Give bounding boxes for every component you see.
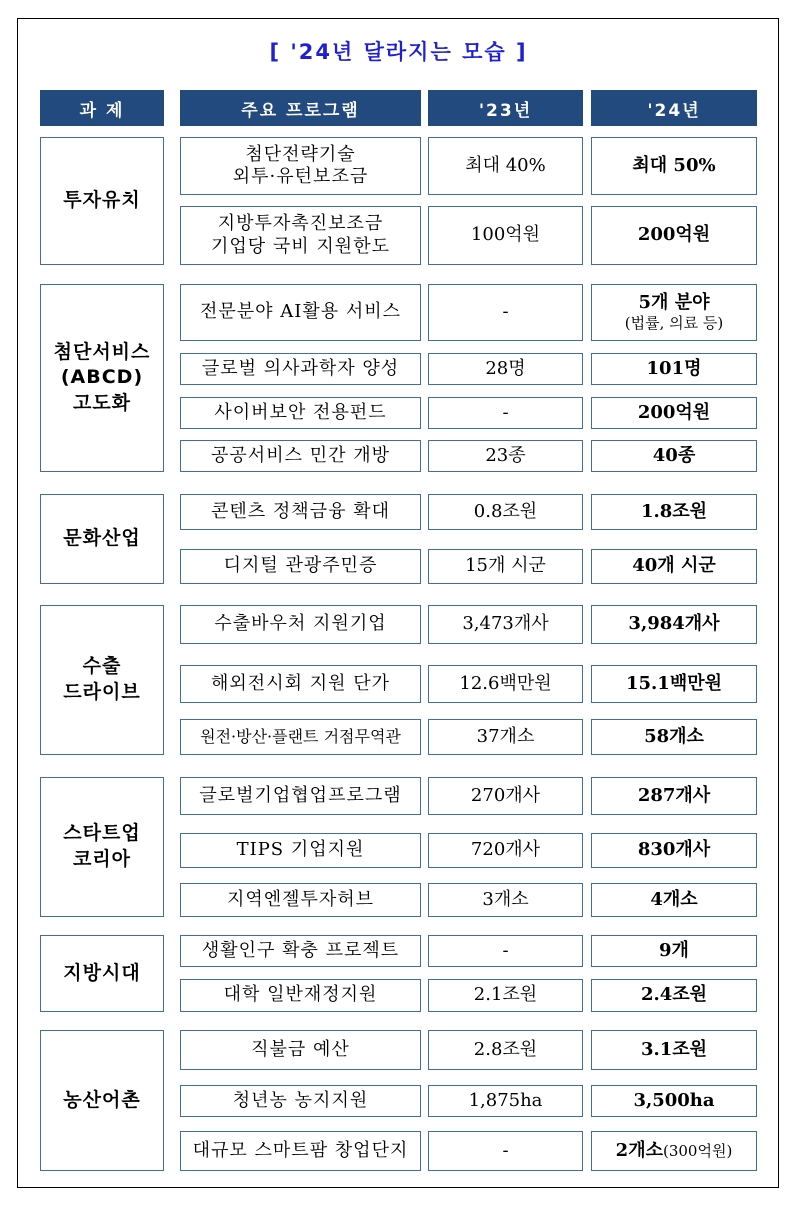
program-cell: 생활인구 확충 프로젝트 [180, 935, 421, 967]
value-2024: 9개 [591, 935, 757, 967]
value-2024-main: 5개 분야 [638, 291, 710, 313]
category-advanced-services: 첨단서비스 (ABCD) 고도화 [40, 284, 164, 472]
category-culture-industry: 문화산업 [40, 494, 164, 584]
program-cell: 첨단전략기술 외투·유턴보조금 [180, 137, 421, 195]
page-title: [ '24년 달라지는 모습 ] [269, 40, 528, 64]
value-2024-note: (법률, 의료 등) [624, 314, 724, 333]
program-cell: 글로벌기업협업프로그램 [180, 777, 421, 815]
value-2024: 최대 50% [591, 137, 757, 195]
value-2024: 287개사 [591, 777, 757, 815]
value-2023: 3개소 [428, 883, 583, 917]
value-2023: 최대 40% [428, 137, 583, 195]
value-2024: 4개소 [591, 883, 757, 917]
value-2024 [591, 284, 757, 341]
program-cell: 대학 일반재정지원 [180, 979, 421, 1012]
header-program: 주요 프로그램 [180, 90, 421, 126]
program-cell: TIPS 기업지원 [180, 833, 421, 868]
program-cell: 전문분야 AI활용 서비스 [180, 284, 421, 341]
value-2023: 23종 [428, 440, 583, 472]
value-2023: 100억원 [428, 206, 583, 265]
value-2023: 0.8조원 [428, 494, 583, 530]
value-2024: 830개사 [591, 833, 757, 868]
value-2023: 270개사 [428, 777, 583, 815]
value-2024-main: 2개소 [615, 1139, 663, 1161]
value-2023: 2.8조원 [428, 1030, 583, 1070]
value-2023: 28명 [428, 353, 583, 385]
program-cell: 직불금 예산 [180, 1030, 421, 1070]
category-startup-korea: 스타트업 코리아 [40, 777, 164, 917]
value-2024-note: (300억원) [662, 1141, 733, 1160]
value-2024: 40개 시군 [591, 549, 757, 584]
program-cell: 디지털 관광주민증 [180, 549, 421, 584]
value-2024 [591, 1131, 757, 1171]
value-2023: 3,473개사 [428, 605, 583, 644]
program-cell: 콘텐츠 정책금융 확대 [180, 494, 421, 530]
value-2024: 1.8조원 [591, 494, 757, 530]
value-2024: 3.1조원 [591, 1030, 757, 1070]
value-2023: 2.1조원 [428, 979, 583, 1012]
value-2023: - [428, 935, 583, 967]
value-2024: 200억원 [591, 397, 757, 429]
value-2023: - [428, 1131, 583, 1171]
program-cell: 사이버보안 전용펀드 [180, 397, 421, 429]
category-export-drive: 수출 드라이브 [40, 605, 164, 755]
program-cell: 대규모 스마트팜 창업단지 [180, 1131, 421, 1171]
value-2023: 12.6백만원 [428, 665, 583, 703]
value-2023: 720개사 [428, 833, 583, 868]
value-2023: 15개 시군 [428, 549, 583, 584]
value-2024: 58개소 [591, 719, 757, 755]
program-cell: 해외전시회 지원 단가 [180, 665, 421, 703]
header-2024: '24년 [591, 90, 757, 126]
category-rural-area: 농산어촌 [40, 1030, 164, 1171]
program-cell: 공공서비스 민간 개방 [180, 440, 421, 472]
value-2024: 40종 [591, 440, 757, 472]
value-2023: - [428, 284, 583, 341]
program-cell: 지역엔젤투자허브 [180, 883, 421, 917]
category-investment: 투자유치 [40, 137, 164, 265]
program-cell: 원전·방산·플랜트 거점무역관 [180, 719, 421, 755]
value-2024: 3,500ha [591, 1085, 757, 1117]
program-cell: 지방투자촉진보조금 기업당 국비 지원한도 [180, 206, 421, 265]
header-category: 과 제 [40, 90, 164, 126]
value-2024: 101명 [591, 353, 757, 385]
value-2024: 15.1백만원 [591, 665, 757, 703]
value-2023: 1,875ha [428, 1085, 583, 1117]
program-cell: 수출바우처 지원기업 [180, 605, 421, 644]
value-2023: - [428, 397, 583, 429]
value-2024: 3,984개사 [591, 605, 757, 644]
value-2023: 37개소 [428, 719, 583, 755]
program-cell: 글로벌 의사과학자 양성 [180, 353, 421, 385]
category-local-era: 지방시대 [40, 935, 164, 1012]
header-2023: '23년 [428, 90, 583, 126]
value-2024: 200억원 [591, 206, 757, 265]
value-2024: 2.4조원 [591, 979, 757, 1012]
program-cell: 청년농 농지지원 [180, 1085, 421, 1117]
